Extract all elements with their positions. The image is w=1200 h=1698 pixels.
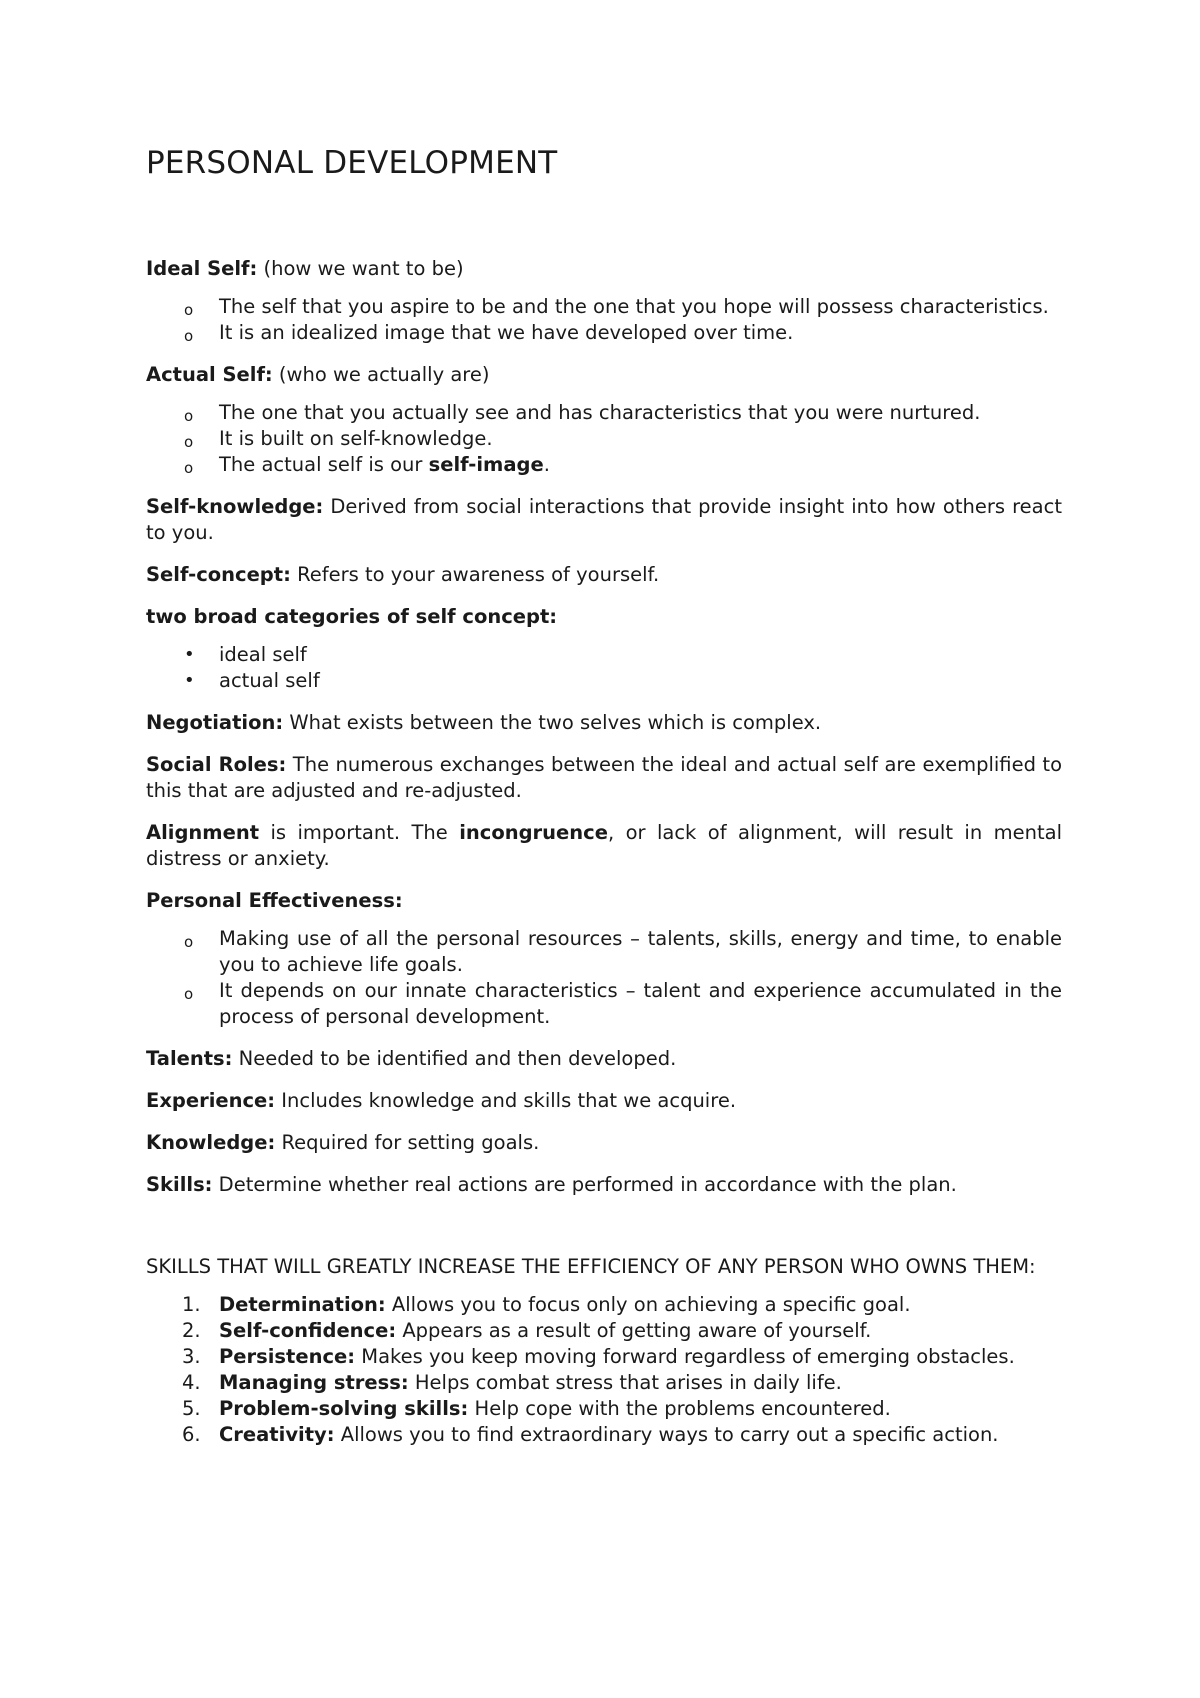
term: Negotiation: bbox=[146, 711, 284, 734]
actual-self-list bbox=[146, 400, 1062, 478]
alignment-paragraph: Alignment is important. The incongruence, or lack of alignment, will result in mental distress or anxiety. bbox=[146, 821, 1062, 870]
skills-definition bbox=[146, 1172, 1062, 1198]
list-item: 5. Problem-solving skills: Help cope with the problems encountered. bbox=[182, 1397, 891, 1420]
self-knowledge-definition bbox=[146, 494, 1062, 546]
term: Actual Self: bbox=[146, 363, 273, 386]
list-item: 2. Self-confidence: Appears as a result of getting aware of yourself. bbox=[182, 1319, 872, 1342]
circle-bullet-icon: o bbox=[184, 327, 194, 345]
list-number: 2. bbox=[182, 1319, 201, 1342]
list-number: 6. bbox=[182, 1423, 201, 1446]
skills-heading: SKILLS THAT WILL GREATLY INCREASE THE EFFICIENCY OF ANY PERSON WHO OWNS THEM: bbox=[146, 1255, 1036, 1278]
circle-bullet-icon: o bbox=[184, 407, 194, 425]
list-number: 5. bbox=[182, 1397, 201, 1420]
page-title: PERSONAL DEVELOPMENT bbox=[146, 145, 558, 181]
personal-effectiveness-heading: Personal Effectiveness: bbox=[146, 889, 403, 912]
ideal-self-list bbox=[146, 294, 1062, 346]
circle-bullet-icon: o bbox=[184, 301, 194, 319]
knowledge-definition bbox=[146, 1130, 1062, 1156]
description: Determine whether real actions are performed in accordance with the plan. bbox=[212, 1173, 957, 1196]
description: The numerous exchanges between the ideal and actual self are exemplified to this that are adjusted and re-adjusted. bbox=[146, 753, 1062, 802]
list-item: • actual self bbox=[184, 669, 320, 692]
description: Needed to be identified and then developed. bbox=[232, 1047, 677, 1070]
description: Includes knowledge and skills that we acquire. bbox=[275, 1089, 737, 1112]
term: Self-concept: bbox=[146, 563, 291, 586]
spacer bbox=[146, 1214, 1062, 1254]
skills-numbered-list bbox=[146, 1292, 1062, 1448]
list-item: 6. Creativity: Allows you to find extraordinary ways to carry out a specific action. bbox=[182, 1423, 999, 1446]
list-item: • ideal self bbox=[184, 643, 307, 666]
description: Required for setting goals. bbox=[275, 1131, 540, 1154]
experience-definition bbox=[146, 1088, 1062, 1114]
list-item: o The self that you aspire to be and the one that you hope will possess characteristics. bbox=[146, 294, 1062, 320]
term: Self-knowledge: bbox=[146, 495, 324, 518]
list-item: o The one that you actually see and has characteristics that you were nurtured. bbox=[146, 400, 1062, 426]
description: Derived from social interactions that provide insight into how others react to you. bbox=[146, 495, 1062, 544]
term: Ideal Self: bbox=[146, 257, 258, 280]
categories-list bbox=[146, 642, 1062, 694]
term: Skills: bbox=[146, 1173, 213, 1196]
term: Alignment bbox=[146, 821, 260, 844]
list-item: 3. Persistence: Makes you keep moving forward regardless of emerging obstacles. bbox=[182, 1345, 1015, 1368]
talents-definition bbox=[146, 1046, 1062, 1072]
ideal-self-definition bbox=[146, 256, 1062, 282]
list-item: o It depends on our innate characteristics – talent and experience accumulated in the process of personal development. bbox=[184, 979, 1062, 1028]
bullet-icon: • bbox=[184, 670, 195, 691]
description: Refers to your awareness of yourself. bbox=[290, 563, 660, 586]
list-number: 3. bbox=[182, 1345, 201, 1368]
self-concept-definition bbox=[146, 562, 1062, 588]
list-number: 1. bbox=[182, 1293, 201, 1316]
negotiation-definition bbox=[146, 710, 1062, 736]
description: (how we want to be) bbox=[257, 257, 464, 280]
document-body bbox=[146, 256, 1062, 1464]
list-number: 4. bbox=[182, 1371, 201, 1394]
list-item: 1. Determination: Allows you to focus only on achieving a specific goal. bbox=[182, 1293, 911, 1316]
list-item: 4. Managing stress: Helps combat stress that arises in daily life. bbox=[182, 1371, 842, 1394]
circle-bullet-icon: o bbox=[184, 459, 194, 477]
circle-bullet-icon: o bbox=[184, 933, 194, 951]
term: Knowledge: bbox=[146, 1131, 276, 1154]
list-item: o It is built on self-knowledge. bbox=[146, 426, 1062, 452]
list-item: o It is an idealized image that we have developed over time. bbox=[146, 320, 1062, 346]
circle-bullet-icon: o bbox=[184, 985, 194, 1003]
term: Experience: bbox=[146, 1089, 276, 1112]
description: What exists between the two selves which is complex. bbox=[283, 711, 822, 734]
term: Social Roles: bbox=[146, 753, 287, 776]
categories-heading: two broad categories of self concept: bbox=[146, 605, 558, 628]
list-item: o The actual self is our self-image. bbox=[146, 452, 1062, 478]
social-roles-definition bbox=[146, 752, 1062, 804]
personal-effectiveness-list bbox=[146, 926, 1062, 1030]
bullet-icon: • bbox=[184, 644, 195, 665]
term: incongruence bbox=[459, 821, 608, 844]
list-item: o Making use of all the personal resources – talents, skills, energy and time, to enable you to achieve life goals. bbox=[184, 927, 1062, 976]
description: (who we actually are) bbox=[272, 363, 490, 386]
circle-bullet-icon: o bbox=[184, 433, 194, 451]
actual-self-definition bbox=[146, 362, 1062, 388]
term: Talents: bbox=[146, 1047, 233, 1070]
